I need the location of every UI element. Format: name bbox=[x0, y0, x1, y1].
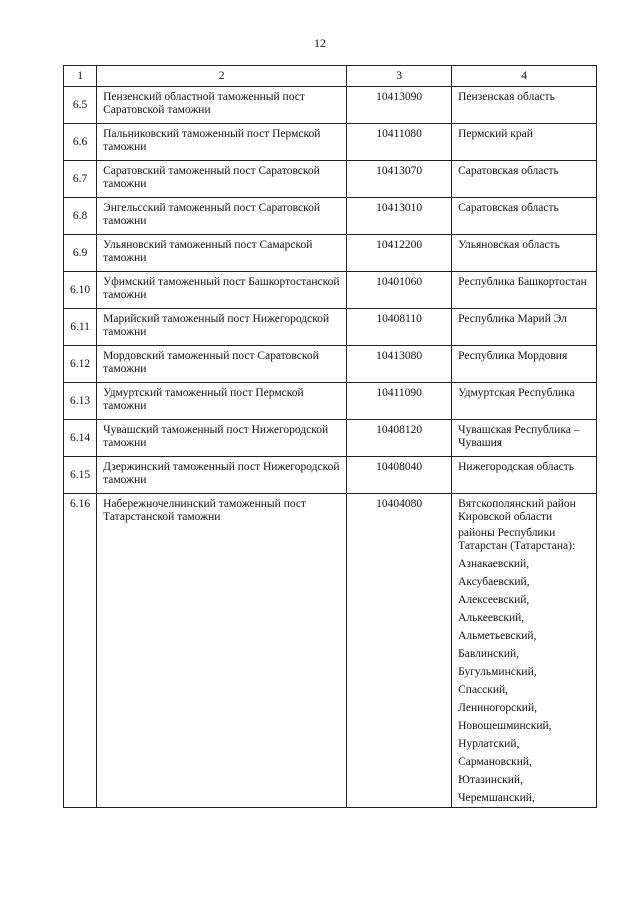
region-intro-kirov: Вятскополянский район Кировской области bbox=[458, 498, 576, 523]
district-item: Новошешминский, bbox=[458, 720, 552, 732]
table-row bbox=[64, 272, 597, 309]
post-name: Пензенский областной таможенный пост Саратовской таможни bbox=[97, 87, 347, 124]
row-number: 6.12 bbox=[64, 346, 97, 383]
row-number: 6.10 bbox=[64, 272, 97, 309]
row-number: 6.6 bbox=[64, 124, 97, 161]
district-item: Алькеевский, bbox=[458, 612, 525, 624]
district-item: Азнакаевский, bbox=[458, 558, 530, 570]
post-code: 10401060 bbox=[347, 272, 452, 309]
post-name: Чувашский таможенный пост Нижегородской таможни bbox=[97, 420, 347, 457]
header-col-3: 3 bbox=[347, 66, 452, 87]
row-number: 6.15 bbox=[64, 457, 97, 494]
table-row bbox=[64, 161, 597, 198]
post-code: 10408040 bbox=[347, 457, 452, 494]
post-name: Пальниковский таможенный пост Пермской таможни bbox=[97, 124, 347, 161]
district-item: Аксубаевский, bbox=[458, 576, 530, 588]
row-number: 6.14 bbox=[64, 420, 97, 457]
district-item: Черемшанский, bbox=[458, 792, 535, 804]
district-item: Альметьевский, bbox=[458, 630, 537, 642]
table-header-row bbox=[64, 66, 597, 87]
table-row bbox=[64, 420, 597, 457]
district-item: Бавлинский, bbox=[458, 648, 520, 660]
header-col-1: 1 bbox=[64, 66, 97, 87]
table-row bbox=[64, 235, 597, 272]
post-code: 10408110 bbox=[347, 309, 452, 346]
post-code: 10411080 bbox=[347, 124, 452, 161]
post-code: 10413090 bbox=[347, 87, 452, 124]
region-intro-tatarstan: районы Республики Татарстан (Татарстана): bbox=[458, 527, 576, 552]
region-list-cell bbox=[452, 494, 597, 808]
post-name: Удмуртский таможенный пост Пермской таможни bbox=[97, 383, 347, 420]
row-number: 6.9 bbox=[64, 235, 97, 272]
region: Пермский край bbox=[452, 124, 597, 161]
row-number: 6.13 bbox=[64, 383, 97, 420]
post-code: 10412200 bbox=[347, 235, 452, 272]
post-code: 10408120 bbox=[347, 420, 452, 457]
region: Нижегородская область bbox=[452, 457, 597, 494]
region: Удмуртская Республика bbox=[452, 383, 597, 420]
region: Республика Башкортостан bbox=[452, 272, 597, 309]
region: Саратовская область bbox=[452, 161, 597, 198]
district-item: Ютазинский, bbox=[458, 774, 523, 786]
district-item: Спасский, bbox=[458, 684, 509, 696]
region: Пензенская область bbox=[452, 87, 597, 124]
post-name: Мордовский таможенный пост Саратовской таможни bbox=[97, 346, 347, 383]
table-row bbox=[64, 346, 597, 383]
post-name: Ульяновский таможенный пост Самарской таможни bbox=[97, 235, 347, 272]
header-col-2: 2 bbox=[97, 66, 347, 87]
district-item: Лениногорский, bbox=[458, 702, 537, 714]
row-number: 6.16 bbox=[64, 494, 97, 808]
post-name: Дзержинский таможенный пост Нижегородской таможни bbox=[97, 457, 347, 494]
table-row bbox=[64, 124, 597, 161]
district-item: Нурлатский, bbox=[458, 738, 520, 750]
region: Республика Марий Эл bbox=[452, 309, 597, 346]
post-code: 10413070 bbox=[347, 161, 452, 198]
table-row bbox=[64, 309, 597, 346]
post-name: Уфимский таможенный пост Башкортостанской таможни bbox=[97, 272, 347, 309]
row-number: 6.7 bbox=[64, 161, 97, 198]
table-row bbox=[64, 198, 597, 235]
row-number: 6.11 bbox=[64, 309, 97, 346]
region: Саратовская область bbox=[452, 198, 597, 235]
post-name: Набережночелнинский таможенный пост Татарстанской таможни bbox=[97, 494, 347, 808]
table-row bbox=[64, 87, 597, 124]
region: Республика Мордовия bbox=[452, 346, 597, 383]
post-name: Марийский таможенный пост Нижегородской таможни bbox=[97, 309, 347, 346]
post-code: 10411090 bbox=[347, 383, 452, 420]
region: Чувашская Республика – Чувашия bbox=[452, 420, 597, 457]
table-row bbox=[64, 383, 597, 420]
table-row bbox=[64, 457, 597, 494]
post-name: Саратовский таможенный пост Саратовской таможни bbox=[97, 161, 347, 198]
header-col-4: 4 bbox=[452, 66, 597, 87]
page-number: 12 bbox=[314, 36, 326, 50]
table-row-last bbox=[64, 494, 597, 808]
row-number: 6.8 bbox=[64, 198, 97, 235]
district-item: Сармановский, bbox=[458, 756, 532, 768]
post-code: 10404080 bbox=[347, 494, 452, 808]
table-body bbox=[64, 87, 597, 808]
customs-posts-table bbox=[63, 65, 597, 808]
district-list bbox=[458, 558, 590, 805]
post-code: 10413010 bbox=[347, 198, 452, 235]
district-item: Бугульминский, bbox=[458, 666, 537, 678]
post-name: Энгельсский таможенный пост Саратовской таможни bbox=[97, 198, 347, 235]
post-code: 10413080 bbox=[347, 346, 452, 383]
region: Ульяновская область bbox=[452, 235, 597, 272]
row-number: 6.5 bbox=[64, 87, 97, 124]
district-item: Алексеевский, bbox=[458, 594, 530, 606]
